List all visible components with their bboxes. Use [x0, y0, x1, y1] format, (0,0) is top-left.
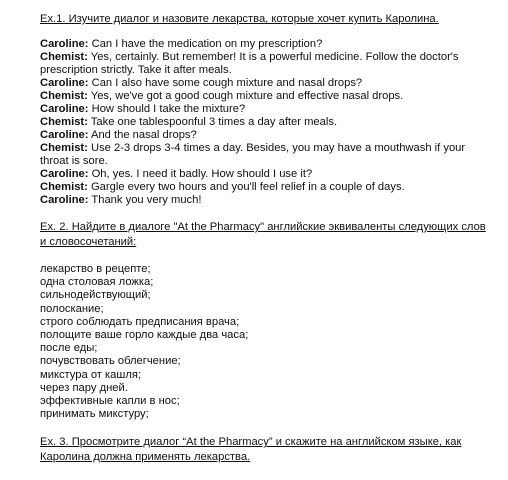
dialog-text: Yes, we've got a good cough mixture and effective nasal drops.	[87, 90, 404, 102]
dialog-line	[40, 103, 492, 116]
speaker-name: Chemist:	[40, 142, 88, 154]
speaker-name: Caroline:	[40, 77, 89, 89]
speaker-name: Chemist:	[40, 181, 88, 193]
speaker-name: Caroline:	[40, 194, 89, 206]
dialog-line	[40, 90, 492, 103]
vocab-item: полоскание;	[40, 302, 104, 315]
dialog-text: Use 2-3 drops 3-4 times a day. Besides, you may have a mouthwash if your throat is sore.	[40, 142, 466, 167]
dialog-line	[40, 181, 492, 194]
dialog-line	[40, 129, 492, 142]
dialog-line	[40, 116, 492, 129]
speaker-name: Caroline:	[40, 129, 89, 141]
dialog-text: Can I have the medication on my prescription?	[88, 38, 323, 50]
vocab-item: через пару дней.	[40, 381, 128, 394]
vocab-item: после еды;	[40, 342, 98, 355]
speaker-name: Chemist:	[40, 90, 88, 102]
vocab-item: сильнодействующий;	[40, 289, 151, 302]
vocab-item: полощите ваше горло каждые два часа;	[40, 329, 249, 342]
vocab-item: строго соблюдать предписания врача;	[40, 315, 240, 328]
vocab-item: эффективные капли в нос;	[40, 395, 180, 408]
dialog-line	[40, 168, 492, 181]
dialog-line	[40, 194, 492, 207]
dialog-line	[40, 77, 492, 90]
vocab-item: почувствовать облегчение;	[40, 355, 181, 368]
vocab-item: принимать микстуру;	[40, 408, 149, 421]
dialog-text: Take one tablespoonful 3 times a day after meals.	[87, 116, 338, 128]
dialog-line	[40, 38, 492, 51]
exercise-1-heading: Ex.1. Изучите диалог и назовите лекарства, которые хочет купить Каролина.	[40, 13, 439, 25]
speaker-name: Caroline:	[40, 103, 89, 115]
dialog-text: Gargle every two hours and you'll feel relief in a couple of days.	[87, 181, 405, 193]
speaker-name: Chemist:	[40, 51, 88, 63]
dialog-line	[40, 51, 492, 77]
vocab-item: лекарство в рецепте;	[40, 263, 151, 275]
speaker-name: Chemist:	[40, 116, 88, 128]
exercise-2-heading: Ex. 2. Найдите в диалоге "At the Pharmacy" английские эквиваленты следующих слов и словосочетаний:	[40, 221, 486, 248]
vocab-item: микстура от кашля;	[40, 368, 142, 381]
speaker-name: Caroline:	[40, 38, 89, 50]
dialog-text: And the nasal drops?	[88, 129, 197, 141]
dialog-line	[40, 142, 492, 168]
dialog-text: Can I also have some cough mixture and nasal drops?	[88, 77, 363, 89]
dialog-text: Thank you very much!	[88, 194, 202, 206]
vocabulary-list	[40, 263, 492, 421]
dialog-text: Yes, certainly. But remember! It is a powerful medicine. Follow the doctor's prescription strictly. Take it after meals.	[40, 51, 459, 76]
exercise-3-heading: Ex. 3. Просмотрите диалог “At the Pharmacy” и скажите на английском языке, как Каролина должна применять лекарства.	[40, 436, 462, 463]
dialog-text: How should I take the mixture?	[88, 103, 246, 115]
vocab-item: одна столовая ложка;	[40, 276, 154, 289]
dialog-text: Oh, yes. I need it badly. How should I use it?	[88, 168, 313, 180]
speaker-name: Caroline:	[40, 168, 89, 180]
dialog-block	[40, 38, 492, 207]
